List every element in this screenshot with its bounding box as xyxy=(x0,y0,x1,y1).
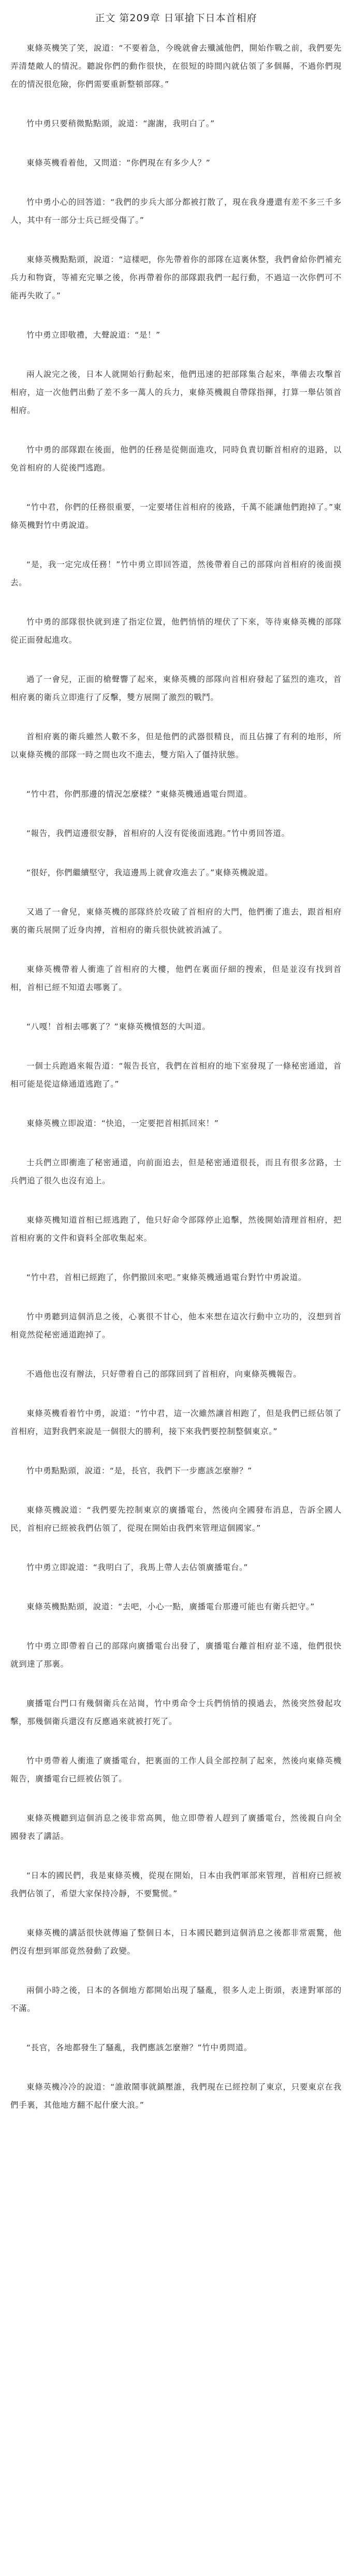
article-paragraph: 東條英機看着竹中勇，說道：“竹中君，這一次雖然讓首相跑了，但是我們已經佔領了首相府，這對我們來說是一個很大的勝利，接下來我們要控制整個東京。” xyxy=(10,1409,342,1436)
article-paragraph: 東條英機笑了笑，說道：“不要着急，今晚就會去殲滅他們，開始作戰之前，我們要先弄清楚敵人的情況。聽說你們的動作很快，在很短的時間內就佔領了多個縣，不過你們現在的情況很危險，你們需要重新整頓部隊。” xyxy=(10,43,342,89)
article-title: 正文 第209章 日軍搶下日本首相府 xyxy=(95,12,257,24)
article-paragraph: 廣播電台門口有幾個衛兵在站崗，竹中勇命令士兵們悄悄的摸過去，然後突然發起攻擊，那幾個衛兵還沒有反應過來就被打死了。 xyxy=(10,1699,342,1726)
article-paragraph: 東條英機帶着人衝進了首相府的大樓，他們在裏面仔細的搜索，但是並沒有找到首相，首相已經不知道去哪裏了。 xyxy=(10,965,342,992)
article-paragraph: 竹中勇的部隊很快就到達了指定位置，他們悄悄的埋伏了下來，等待東條英機的部隊從正面發起進攻。 xyxy=(10,617,342,645)
article-paragraph: 東條英機知道首相已經逃跑了，他只好命令部隊停止追擊，然後開始清理首相府，把首相府裏的文件和資料全部收集起來。 xyxy=(10,1215,342,1243)
article-paragraph: 一個士兵跑過來報告道：“報告長官，我們在首相府的地下室發現了一條秘密通道，首相可能是從這條通道逃跑了。” xyxy=(10,1061,342,1089)
article-paragraph: “竹中君，首相已經跑了，你們撤回來吧。”東條英機通過電台對竹中勇說道。 xyxy=(26,1273,306,1282)
article-paragraph: “報告，我們這邊很安靜，首相府的人沒有從後面逃跑。”竹中勇回答道。 xyxy=(26,829,290,838)
article-paragraph: 首相府裏的衛兵雖然人數不多，但是他們的武器很精良，而且佔據了有利的地形，所以東條英機的部隊一時之間也攻不進去，雙方陷入了僵持狀態。 xyxy=(10,732,342,759)
article-paragraph: 士兵們立即衝進了秘密通道，向前面追去，但是秘密通道很長，而且有很多岔路，士兵們追了很久也沒有追上。 xyxy=(10,1158,342,1185)
article-paragraph: 東條英機的講話很快就傳遍了整個日本，日本國民聽到這個消息之後都非常震驚，他們沒有想到軍部竟然發動了政變。 xyxy=(10,1928,342,1956)
article-paragraph: 竹中勇立即帶着自己的部隊向廣播電台出發了，廣播電台離首相府並不遠，他們很快就到達了那裏。 xyxy=(10,1641,342,1669)
article-paragraph: 竹中勇聽到這個消息之後，心裏很不甘心，他本來想在這次行動中立功的，沒想到首相竟然從秘密通道跑掉了。 xyxy=(10,1312,342,1339)
article-paragraph: “很好，你們繼續堅守，我這邊馬上就會攻進去了。”東條英機說道。 xyxy=(26,868,273,877)
article-paragraph: “竹中君，你們的任務很重要，一定要堵住首相府的後路，千萬不能讓他們跑掉了。”東條英機對竹中勇說道。 xyxy=(10,502,342,530)
article-paragraph: “是，我一定完成任務！”竹中勇立即回答道，然後帶着自己的部隊向首相府的後面摸去。 xyxy=(10,560,342,587)
article-paragraph: 東條英機點點頭，說道：“這樣吧，你先帶着你的部隊在這裏休整，我們會給你們補充兵力和物資，等補充完畢之後，你再帶着你的部隊跟我們一起行動，不過這一次你們可不能再失敗了。” xyxy=(10,255,342,300)
article-paragraph: 竹中勇只要稍微點點頭，說道：“謝謝，我明白了。” xyxy=(26,119,215,128)
article-paragraph: 竹中勇立即說道：“我明白了，我馬上帶人去佔領廣播電台。” xyxy=(26,1563,248,1572)
article-paragraph: 東條英機立即說道：“快追，一定要把首相抓回來！” xyxy=(26,1119,219,1128)
article-paragraph: 竹中勇小心的回答道：“我們的步兵大部分都被打散了，現在我身邊還有差不多三千多人，其中有一部分士兵已經受傷了。” xyxy=(10,197,342,225)
article-paragraph: 竹中勇點點頭，說道：“是，長官，我們下一步應該怎麼辦？” xyxy=(26,1466,252,1475)
article-paragraph: 兩人說完之後，日本人就開始行動起來，他們迅速的把部隊集合起來，準備去攻擊首相府，這一次他們出動了差不多一萬人的兵力，東條英機親自帶隊指揮，打算一舉佔領首相府。 xyxy=(10,370,342,415)
article-paragraph: 竹中勇的部隊跟在後面，他們的任務是從側面進攻，同時負責切斷首相府的退路，以免首相府的人從後門逃跑。 xyxy=(10,445,342,472)
article-paragraph: 竹中勇立即敬禮，大聲說道：“是！” xyxy=(26,330,160,340)
article-paragraph: 兩個小時之後，日本的各個地方都開始出現了騷亂，很多人走上街頭，表達對軍部的不滿。 xyxy=(10,1986,342,2013)
article-paragraph: 竹中勇帶着人衝進了廣播電台，把裏面的工作人員全部控制了起來，然後向東條英機報告，廣播電台已經被佔領了。 xyxy=(10,1756,342,1784)
article-paragraph: “日本的國民們，我是東條英機，從現在開始，日本由我們軍部來管理，首相府已經被我們佔領了，希望大家保持冷靜，不要驚慌。” xyxy=(10,1871,342,1898)
article-paragraph: “八嘎！首相去哪裏了？”東條英機憤怒的大叫道。 xyxy=(26,1022,211,1031)
article-paragraph: 又過了一會兒，東條英機的部隊終於攻破了首相府的大門，他們衝了進去，跟首相府裏的衛兵展開了近身肉搏，首相府的衛兵很快就被消滅了。 xyxy=(10,907,342,935)
article-paragraph: 東條英機點點頭，說道：“去吧，小心一點，廣播電台那邊可能也有衛兵把守。” xyxy=(26,1602,315,1611)
article-paragraph: “竹中君，你們那邊的情況怎麼樣？”東條英機通過電台問道。 xyxy=(26,789,252,799)
article-paragraph: 東條英機聽到這個消息之後非常高興，他立即帶着人趕到了廣播電台，然後親自向全國發表了講話。 xyxy=(10,1813,342,1841)
article-paragraph: 東條英機看着他，又問道：“你們現在有多少人？” xyxy=(26,158,211,167)
article-paragraph: 東條英機冷冷的說道：“誰敢鬧事就鎮壓誰，我們現在已經控制了東京，只要東京在我們手裏，其他地方翻不起什麼大浪。” xyxy=(10,2082,342,2110)
article-paragraph: 東條英機說道：“我們要先控制東京的廣播電台，然後向全國發布消息，告訴全國人民，首相府已經被我們佔領了，從現在開始由我們來管理這個國家。” xyxy=(10,1505,342,1533)
article-paragraph: “長官，各地都發生了騷亂，我們應該怎麼辦？”竹中勇問道。 xyxy=(26,2043,252,2052)
article-paragraph: 不過他也沒有辦法，只好帶着自己的部隊回到了首相府，向東條英機報告。 xyxy=(26,1369,302,1379)
article-paragraph: 過了一會兒，正面的槍聲響了起來，東條英機的部隊向首相府發起了猛烈的進攻，首相府裏的衛兵立即進行了反擊，雙方展開了激烈的戰鬥。 xyxy=(10,675,342,702)
article-body xyxy=(10,39,342,2114)
